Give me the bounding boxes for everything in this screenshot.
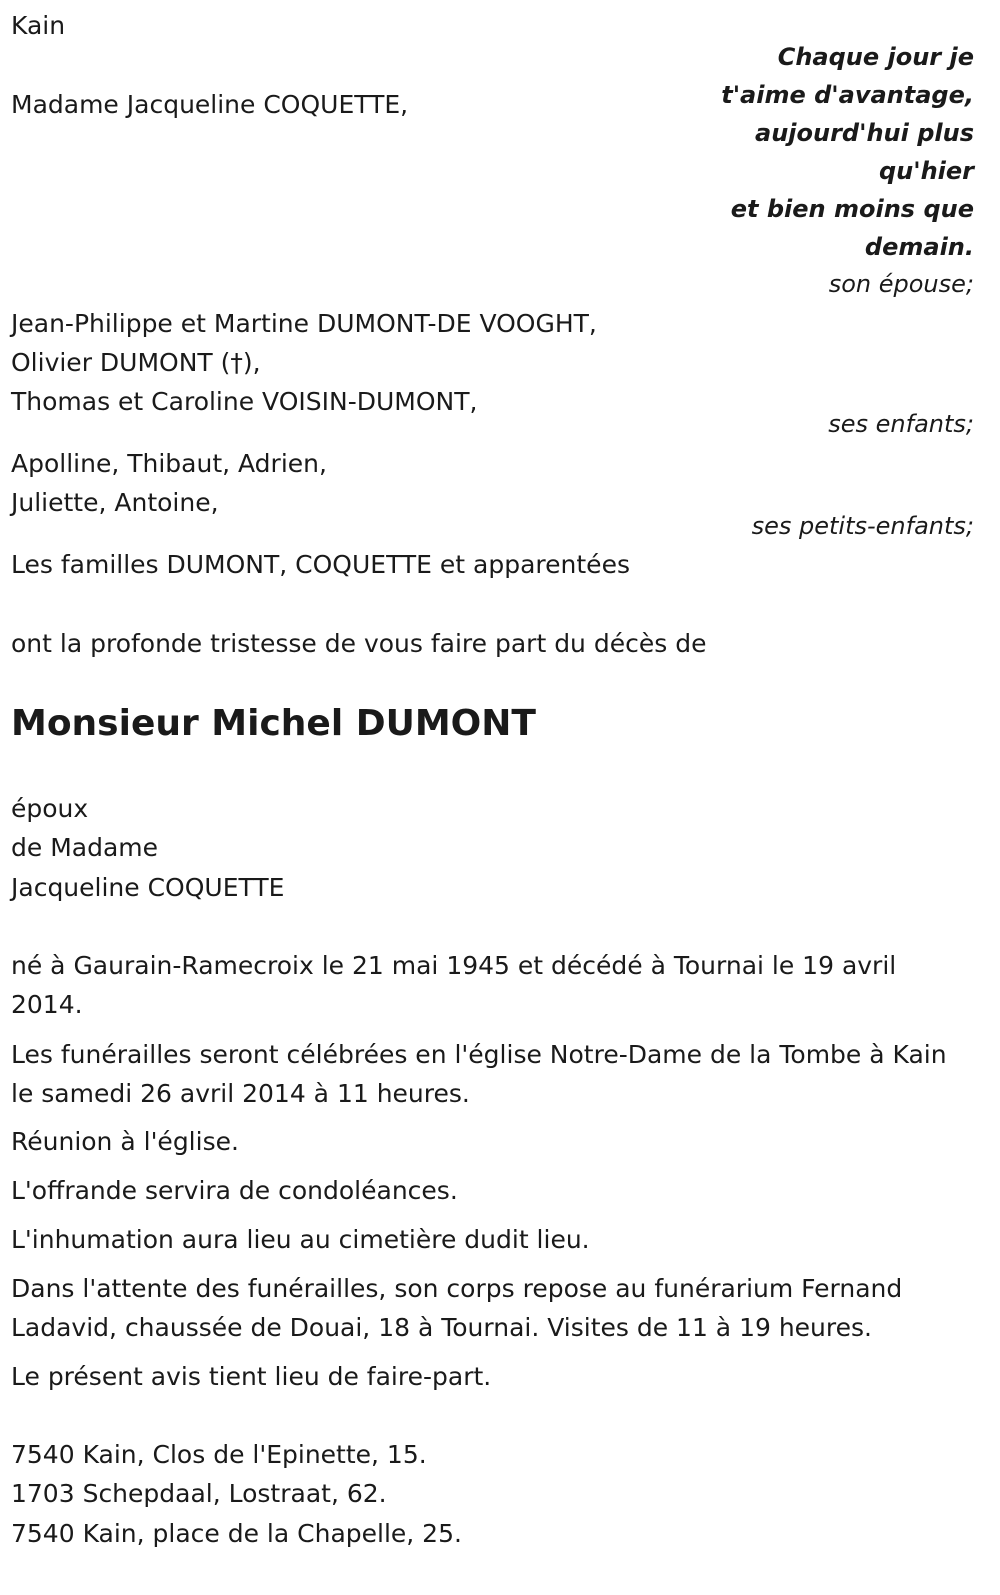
spouse-of-line: de Madame	[11, 833, 159, 862]
quote-line: aujourd'hui plus	[755, 119, 974, 147]
deceased-name: Monsieur Michel DUMONT	[11, 703, 536, 744]
grandchild-line: Apolline, Thibaut, Adrien,	[11, 449, 327, 478]
offering-line: L'offrande servira de condoléances.	[11, 1176, 458, 1205]
grandchild-line: Juliette, Antoine,	[11, 488, 219, 517]
address-line: 7540 Kain, Clos de l'Epinette, 15.	[11, 1440, 427, 1469]
funerarium-paragraph: Dans l'attente des funérailles, son corps repose au funérarium Fernand Ladavid, chaussée de Douai, 18 à Tournai. Visites de 11 à 19 heures.	[11, 1274, 903, 1342]
place-header: Kain	[11, 11, 66, 40]
quote-line: t'aime d'avantage,	[721, 81, 974, 109]
notice-line: Le présent avis tient lieu de faire-part.	[11, 1362, 492, 1391]
quote	[721, 38, 974, 266]
role-grandchildren: ses petits-enfants;	[751, 512, 974, 540]
address-line: 7540 Kain, place de la Chapelle, 25.	[11, 1519, 462, 1548]
child-line: Jean-Philippe et Martine DUMONT-DE VOOGHT,	[11, 309, 597, 338]
spouse-of-line: Jacqueline COQUETTE	[11, 873, 285, 902]
role-spouse: son épouse;	[828, 270, 974, 298]
widow-name: Madame Jacqueline COQUETTE,	[11, 90, 409, 119]
spouse-of-line: époux	[11, 794, 89, 823]
child-line: Thomas et Caroline VOISIN-DUMONT,	[11, 387, 478, 416]
quote-line: qu'hier	[878, 157, 974, 185]
role-children: ses enfants;	[828, 410, 974, 438]
burial-line: L'inhumation aura lieu au cimetière dudit lieu.	[11, 1225, 590, 1254]
address-line: 1703 Schepdaal, Lostraat, 62.	[11, 1479, 387, 1508]
birth-death-paragraph: né à Gaurain-Ramecroix le 21 mai 1945 et décédé à Tournai le 19 avril 2014.	[11, 951, 897, 1019]
quote-line: demain.	[864, 233, 974, 261]
child-line: Olivier DUMONT (†),	[11, 348, 261, 377]
meeting-line: Réunion à l'église.	[11, 1127, 239, 1156]
quote-line: et bien moins que	[730, 195, 974, 223]
families-line: Les familles DUMONT, COQUETTE et apparentées	[11, 550, 630, 579]
funeral-paragraph: Les funérailles seront célébrées en l'église Notre-Dame de la Tombe à Kain le samedi 26 avril 2014 à 11 heures.	[11, 1040, 947, 1108]
quote-line: Chaque jour je	[777, 43, 974, 71]
announcement-line: ont la profonde tristesse de vous faire part du décès de	[11, 629, 707, 658]
